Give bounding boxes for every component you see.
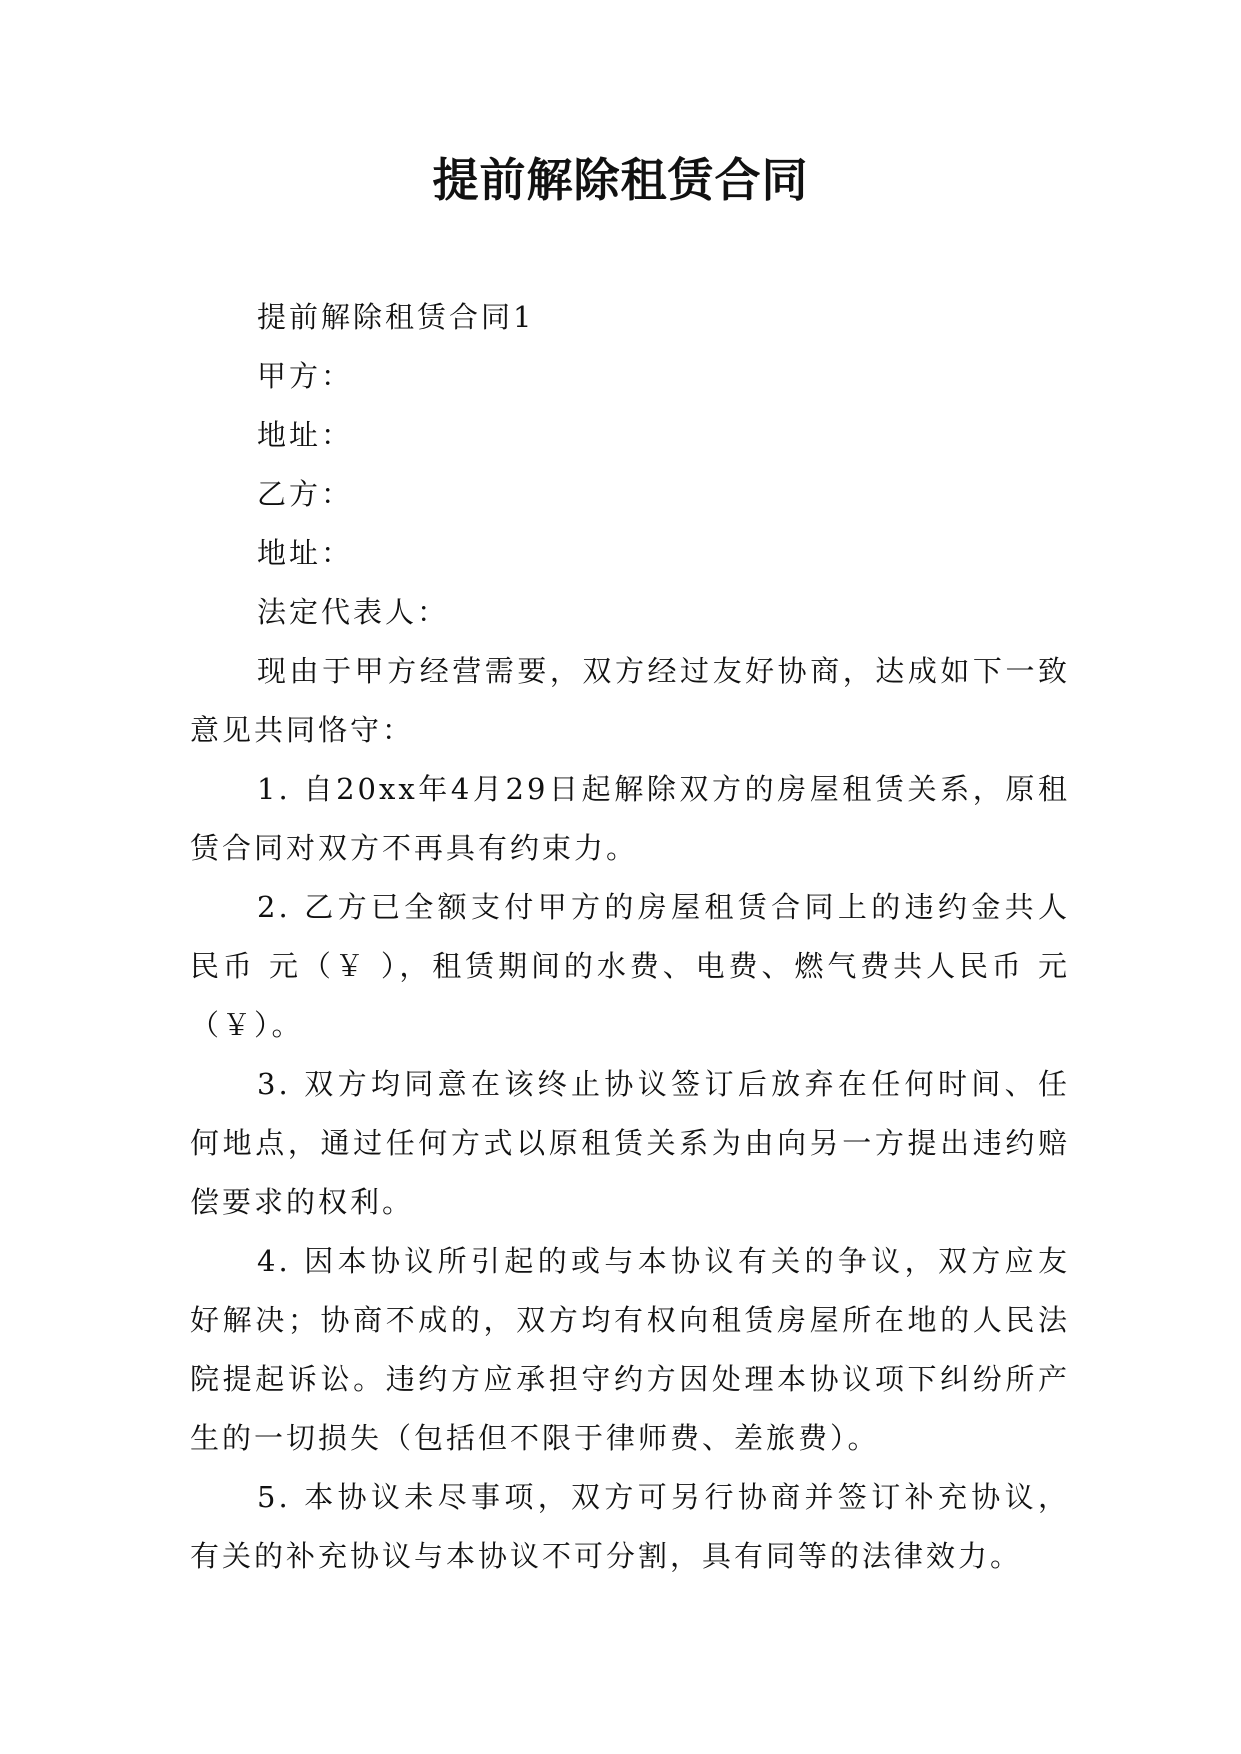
preamble-paragraph: 现由于甲方经营需要，双方经过友好协商，达成如下一致意见共同恪守：: [190, 654, 1070, 747]
party-b-address-field: 地址：: [257, 536, 354, 570]
legal-representative-field: 法定代表人：: [257, 595, 450, 629]
clause-5: 5. 本协议未尽事项，双方可另行协商并签订补充协议，有关的补充协议与本协议不可分割，具有同等的法律效力。: [190, 1480, 1070, 1573]
clause-1: 1. 自20xx年4月29日起解除双方的房屋租赁关系，原租赁合同对双方不再具有约束力。: [190, 772, 1070, 865]
party-a-address-field: 地址：: [257, 418, 354, 452]
paragraph-heading: 提前解除租赁合同1: [257, 300, 535, 334]
party-b-field: 乙方：: [257, 477, 354, 511]
document-title: 提前解除租赁合同: [432, 153, 809, 207]
clause-4: 4. 因本协议所引起的或与本协议有关的争议，双方应友好解决；协商不成的，双方均有权向租赁房屋所在地的人民法院提起诉讼。违约方应承担守约方因处理本协议项下纠纷所产生的一切损失（包括但不限于律师费、差旅费）。: [190, 1244, 1070, 1455]
clause-2: 2. 乙方已全额支付甲方的房屋租赁合同上的违约金共人民币 元（￥ ），租赁期间的水费、电费、燃气费共人民币 元（￥）。: [190, 890, 1070, 1042]
document-body: [190, 288, 1070, 1586]
clause-3: 3. 双方均同意在该终止协议签订后放弃在任何时间、任何地点，通过任何方式以原租赁关系为由向另一方提出违约赔偿要求的权利。: [190, 1067, 1070, 1219]
party-a-field: 甲方：: [257, 359, 354, 393]
